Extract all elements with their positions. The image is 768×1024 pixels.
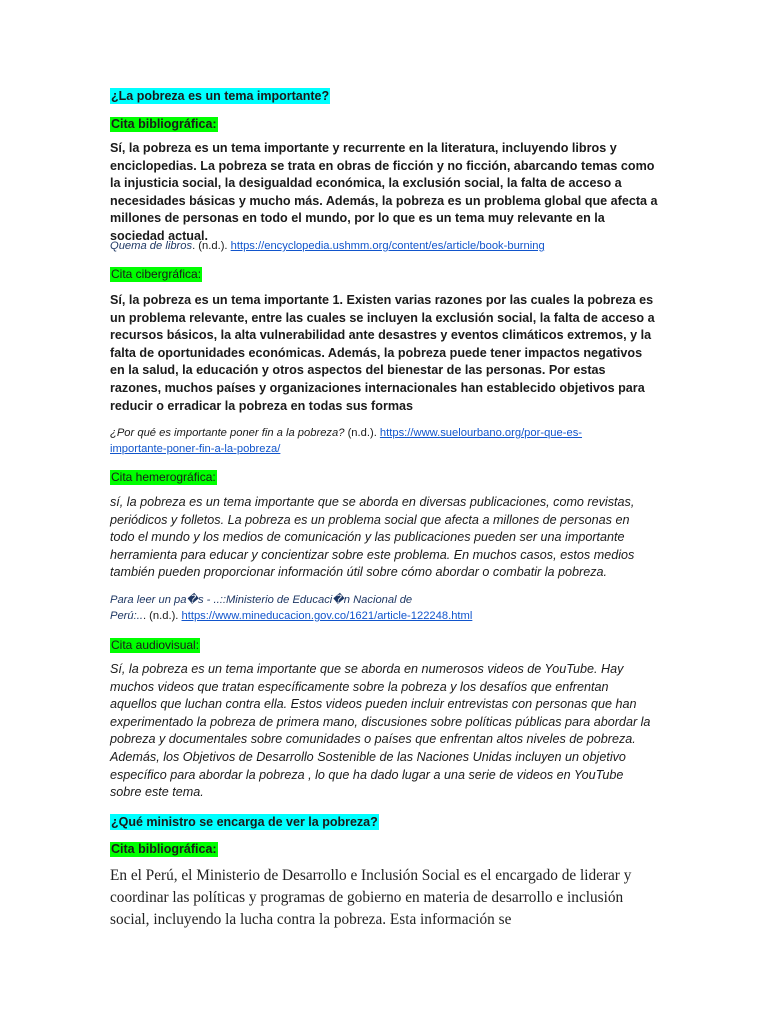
reference-title: Quema de libros — [110, 240, 193, 252]
citation-label-bibliografica-2 — [110, 840, 655, 858]
reference-title: ¿Por qué es importante poner fin a la pobreza? — [110, 427, 345, 439]
citation-label-text: Cita cibergráfica: — [111, 267, 202, 281]
reference-title: Para leer un pa�s - ..::Ministerio de Educaci�n Nacional de — [110, 594, 413, 606]
reference-link-continued[interactable]: importante-poner-fin-a-la-pobreza/ — [110, 443, 281, 455]
paragraph-text: sí, la pobreza es un tema importante que se aborda en diversas publicaciones, como revistas, periódicos y folletos. La pobreza es un problema social que afecta a millones de personas en todo el mundo y los medios de comunicación y las publicaciones pueden ser una importante herramienta para educar y concientizar sobre este problema. En muchos casos, estos medios también pueden proporcionar información útil sobre cómo abordar o combatir la pobreza. — [110, 495, 635, 580]
reference-date: (n.d.). — [344, 427, 377, 439]
reference-link[interactable]: https://encyclopedia.ushmm.org/content/es/article/book-burning — [230, 240, 545, 252]
citation-label-text: Cita bibliográfica: — [111, 117, 217, 131]
question-heading-2 — [110, 813, 655, 831]
reference-link[interactable]: https://www.suelourbano.org/por-que-es- — [379, 427, 583, 439]
reference-bibliografica — [110, 238, 655, 254]
question-highlight: ¿Qué ministro se encarga de ver la pobreza? — [111, 815, 378, 829]
citation-body-audiovisual — [110, 661, 658, 802]
reference-date: . (n.d.). — [192, 240, 228, 252]
question-heading-1 — [110, 87, 655, 105]
citation-label-hemerografica — [110, 468, 655, 486]
citation-body-hemerografica — [110, 494, 655, 582]
paragraph-text: Sí, la pobreza es un tema importante 1. Existen varias razones por las cuales la pobreza es un problema relevante, entre las cuales se incluyen la exclusión social, la falta de acceso a recursos básicos, la alta vulnerabilidad ante desastres y eventos climáticos extremos, y la falta de oportunidades económicas. Además, la pobreza puede tener impactos negativos en la salud, la educación y otros aspectos del bienestar de las personas. Por estas razones, muchos países y organizaciones internacionales han establecido objetivos para reducir o erradicar la pobreza en todas sus formas — [110, 293, 655, 413]
citation-label-text: Cita hemerográfica: — [111, 470, 216, 484]
citation-label-bibliografica — [110, 115, 655, 133]
reference-cibergrafica — [110, 425, 655, 457]
citation-label-text: Cita bibliográfica: — [111, 842, 217, 856]
citation-body-bibliografica-2 — [110, 865, 658, 931]
citation-label-cibergrafica — [110, 265, 655, 283]
paragraph-text: Sí, la pobreza es un tema importante y recurrente en la literatura, incluyendo libros y enciclopedias. La pobreza se trata en obras de ficción y no ficción, abarcando temas como la injusticia social, la desigualdad económica, la exclusión social, la falta de acceso a necesidades básicas y mucho más. Además, la pobreza es un problema global que afecta a millones de personas en todo el mundo, por lo que es un tema muy relevante en la sociedad actual. — [110, 141, 658, 243]
citation-body-bibliografica — [110, 140, 660, 246]
paragraph-text: En el Perú, el Ministerio de Desarrollo e Inclusión Social es el encargado de liderar y coordinar las políticas y programas de gobierno en materia de desarrollo e inclusión social, incluyendo la lucha contra la pobreza. Esta información se — [110, 867, 632, 928]
question-highlight: ¿La pobreza es un tema importante? — [111, 89, 330, 103]
paragraph-text: Sí, la pobreza es un tema importante que se aborda en numerosos videos de YouTube. Hay muchos videos que tratan específicamente sobre la pobreza y los desafíos que enfrentan aquellos que luchan contra ella. Estos videos pueden incluir entrevistas con personas que han experimentado la pobreza de primera mano, discusiones sobre políticas públicas para abordar la pobreza y documentales sobre comunidades o países que enfrentan altos niveles de pobreza. Además, los Objetivos de Desarrollo Sostenible de las Naciones Unidas incluyen un objetivo específico para abordar la pobreza , lo que ha dado lugar a una serie de videos en YouTube sobre este tema. — [110, 662, 651, 800]
reference-date: . (n.d.). — [142, 610, 179, 622]
reference-title-continued: Perú:.. — [110, 610, 143, 622]
citation-label-audiovisual — [110, 636, 655, 654]
citation-body-cibergrafica — [110, 292, 660, 415]
reference-link[interactable]: https://www.mineducacion.gov.co/1621/article-122248.html — [181, 610, 473, 622]
citation-label-text: Cita audiovisual: — [111, 638, 200, 652]
reference-hemerografica — [110, 592, 655, 624]
